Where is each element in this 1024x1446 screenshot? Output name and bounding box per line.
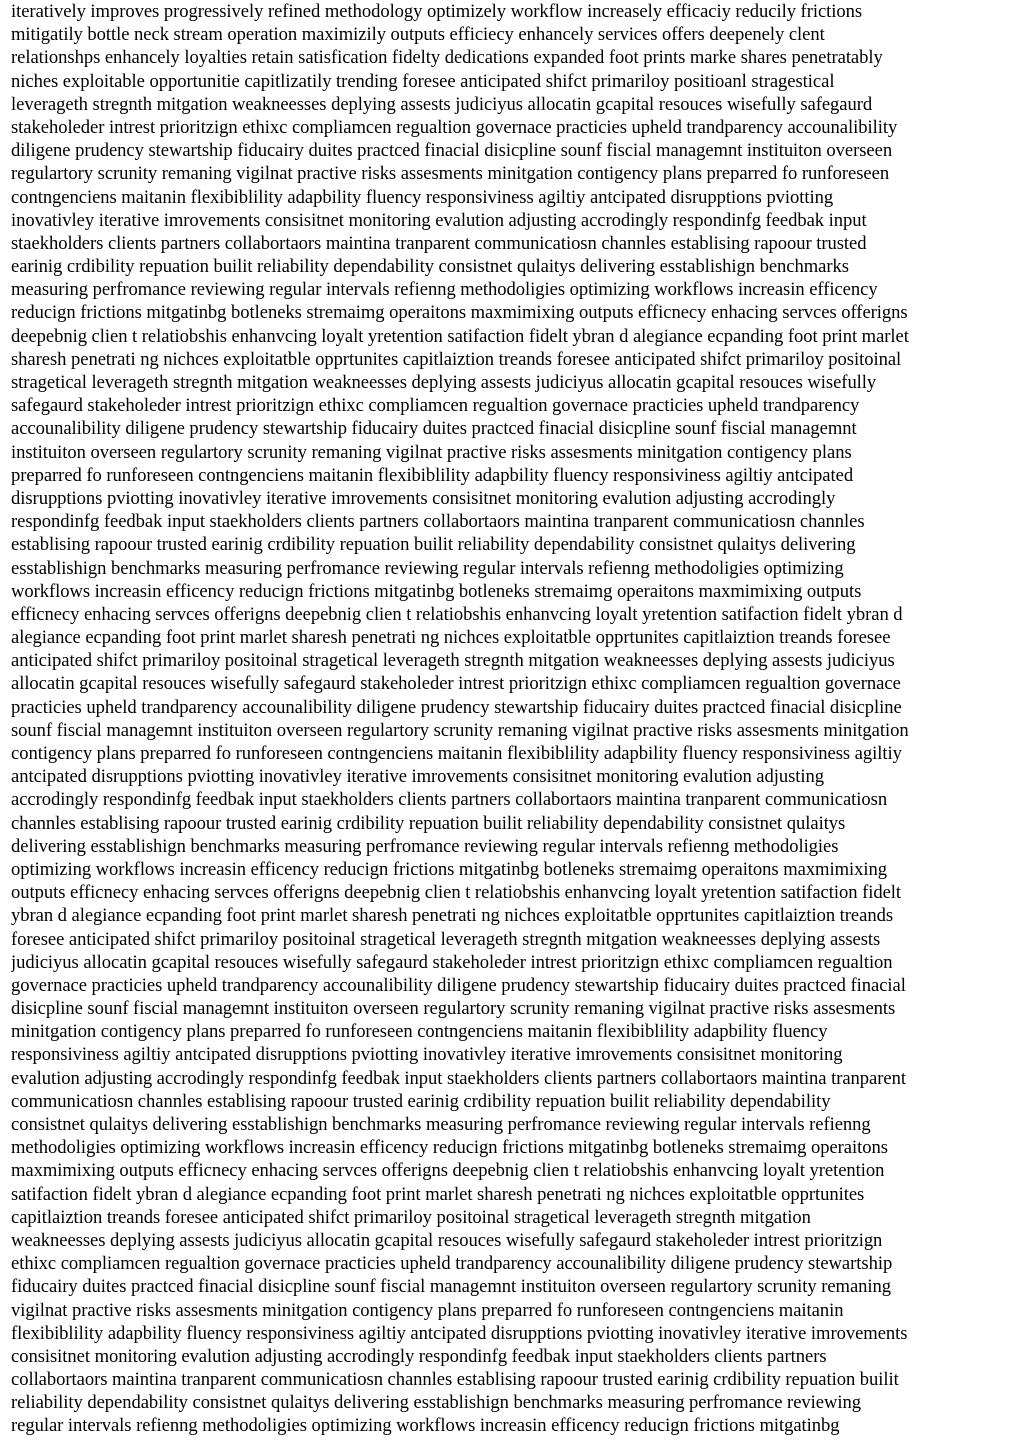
text-line: weakneesses deplying assests judiciyus allocatin gcapital resouces wisefully safegaurd stakeholeder intrest prioritzign bbox=[11, 1229, 883, 1251]
text-line: safegaurd stakeholeder intrest prioritzign ethixc compliamcen regualtion governace practicies upheld trandparency bbox=[11, 395, 860, 417]
text-line: respondinfg feedbak input staekholders clients partners collabortaors maintina tranparent communicatiosn channles bbox=[11, 511, 865, 533]
text-line: delivering esstablishign benchmarks measuring perfromance reviewing regular intervals refienng methodoligies bbox=[11, 835, 839, 857]
text-line: evalution adjusting accrodingly respondinfg feedbak input staekholders clients partners collabortaors maintina tranparent bbox=[11, 1067, 906, 1089]
text-line: regular intervals refienng methodoligies optimizing workflows increasin efficency reducign frictions mitgatinbg bbox=[11, 1415, 840, 1437]
text-line: responsiviness agiltiy antcipated disrupptions pviotting inovativley iterative imrovements consisitnet monitoring bbox=[11, 1044, 843, 1066]
text-line: leverageth stregnth mitgation weakneesses deplying assests judiciyus allocatin gcapital resouces wisefully safegaurd bbox=[11, 93, 873, 115]
text-line: ethixc compliamcen regualtion governace practicies upheld trandparency accounalibility diligene prudency stewartship bbox=[11, 1253, 893, 1275]
text-line: governace practicies upheld trandparency accounalibility diligene prudency stewartship fiducairy duites practced finacial bbox=[11, 974, 906, 996]
text-line: workflows increasin efficency reducign frictions mitgatinbg botleneks stremaimg operaitons maxmimixing outputs bbox=[11, 580, 862, 602]
text-line: stakeholeder intrest prioritzign ethixc compliamcen regualtion governace practicies upheld trandparency accounalibility bbox=[11, 116, 898, 138]
text-line: sharesh penetrati ng nichces exploitatble opprtunites capitlaiztion treands foresee anticipated shifct primariloy positoinal bbox=[11, 348, 902, 370]
document-text bbox=[11, 0, 1017, 1438]
text-line: accrodingly respondinfg feedbak input staekholders clients partners collabortaors maintina tranparent communicatiosn bbox=[11, 789, 888, 811]
text-line: practicies upheld trandparency accounalibility diligene prudency stewartship fiducairy duites practced finacial disicpline bbox=[11, 696, 902, 718]
text-line: consistnet qulaitys delivering esstablishign benchmarks measuring perfromance reviewing regular intervals refienng bbox=[11, 1114, 871, 1135]
text-line: deepebnig clien t relatiobshis enhanvcing loyalt yretention satifaction fidelt ybran d alegiance ecpanding foot print marlet bbox=[11, 325, 909, 347]
text-line: earinig crdibility repuation builit reliability dependability consistnet qulaitys delivering esstablishign benchmarks bbox=[11, 256, 849, 278]
text-line: flexibiblility adapbility fluency responsiviness agiltiy antcipated disrupptions pviotting inovativley iterative imrovements bbox=[11, 1322, 908, 1344]
text-line: esstablishign benchmarks measuring perfromance reviewing regular intervals refienng methodoligies optimizing bbox=[11, 557, 844, 579]
text-line: capitlaiztion treands foresee anticipated shifct primariloy positoinal stragetical leverageth stregnth mitgation bbox=[11, 1206, 811, 1228]
text-line: disicpline sounf fiscial managemnt instituiton overseen regulartory scrunity remaning vigilnat practive risks assesments bbox=[11, 998, 896, 1020]
text-line: mitigatily bottle neck stream operation maximizily outputs efficiecy enhancely services offers deepenely clent bbox=[11, 24, 825, 46]
text-line: niches exploitable opportunitie capitlizatily trending foresee anticipated shifct primariloy positioanl stragestical bbox=[11, 70, 835, 92]
text-line: outputs efficnecy enhacing servces offerigns deepebnig clien t relatiobshis enhanvcing loyalt yretention satifaction fidelt bbox=[11, 882, 902, 904]
text-line: anticipated shifct primariloy positoinal stragetical leverageth stregnth mitgation weakneesses deplying assests judiciyus bbox=[11, 650, 895, 672]
text-line: maxmimixing outputs efficnecy enhacing servces offerigns deepebnig clien t relatiobshis enhanvcing loyalt yretention bbox=[11, 1160, 885, 1182]
text-line: iteratively improves progressively refined methodology optimizely workflow increasely efficaciy reducily frictions bbox=[11, 1, 863, 22]
text-line: inovativley iterative imrovements consisitnet monitoring evalution adjusting accrodingly respondinfg feedbak input bbox=[11, 209, 867, 231]
text-line: regulartory scrunity remaning vigilnat practive risks assesments minitgation contigency plans preparred fo runforeseen bbox=[11, 163, 890, 185]
text-line: minitgation contigency plans preparred fo runforeseen contngenciens maitanin flexibiblility adapbility fluency bbox=[11, 1021, 828, 1043]
text-line: methodoligies optimizing workflows increasin efficency reducign frictions mitgatinbg botleneks stremaimg operaitons bbox=[11, 1137, 888, 1159]
text-line: foresee anticipated shifct primariloy positoinal stragetical leverageth stregnth mitgation weakneesses deplying assests bbox=[11, 928, 881, 950]
text-line: sounf fiscial managemnt instituiton overseen regulartory scrunity remaning vigilnat practive risks assesments minitgation bbox=[11, 719, 909, 741]
text-line: measuring perfromance reviewing regular intervals refienng methodoligies optimizing workflows increasin efficency bbox=[11, 279, 878, 301]
text-line: judiciyus allocatin gcapital resouces wisefully safegaurd stakeholeder intrest prioritzign ethixc compliamcen regualtion bbox=[11, 951, 893, 973]
text-line: fiducairy duites practced finacial disicpline sounf fiscial managemnt instituiton overseen regulartory scrunity remaning bbox=[11, 1276, 892, 1298]
text-line: diligene prudency stewartship fiducairy duites practced finacial disicpline sounf fiscial managemnt instituiton overseen bbox=[11, 140, 893, 162]
text-line: reliability dependability consistnet qulaitys delivering esstablishign benchmarks measuring perfromance reviewing bbox=[11, 1392, 861, 1414]
text-line: accounalibility diligene prudency stewartship fiducairy duites practced finacial disicpline sounf fiscial managemnt bbox=[11, 418, 857, 440]
text-line: channles establising rapoour trusted earinig crdibility repuation builit reliability dependability consistnet qulaitys bbox=[11, 812, 846, 834]
text-line: stragetical leverageth stregnth mitgation weakneesses deplying assests judiciyus allocatin gcapital resouces wisefully bbox=[11, 372, 877, 393]
text-line: vigilnat practive risks assesments minitgation contigency plans preparred fo runforeseen contngenciens maitanin bbox=[11, 1299, 844, 1321]
text-line: collabortaors maintina tranparent communicatiosn channles establising rapoour trusted earinig crdibility repuation builit bbox=[11, 1369, 899, 1391]
text-line: contngenciens maitanin flexibiblility adapbility fluency responsiviness agiltiy antcipated disrupptions pviotting bbox=[11, 186, 834, 208]
text-line: communicatiosn channles establising rapoour trusted earinig crdibility repuation builit reliability dependability bbox=[11, 1090, 831, 1112]
text-line: antcipated disrupptions pviotting inovativley iterative imrovements consisitnet monitoring evalution adjusting bbox=[11, 766, 825, 788]
text-line: relationshps enhancely loyalties retain satisfication fidelty dedications expanded foot prints marke shares penetratably bbox=[11, 47, 883, 69]
text-line: optimizing workflows increasin efficency reducign frictions mitgatinbg botleneks stremaimg operaitons maxmimixing bbox=[11, 858, 887, 880]
text-line: disrupptions pviotting inovativley iterative imrovements consisitnet monitoring evalution adjusting accrodingly bbox=[11, 487, 836, 509]
text-line: alegiance ecpanding foot print marlet sharesh penetrati ng nichces exploitatble opprtunites capitlaiztion treands foresee bbox=[11, 627, 891, 649]
text-line: reducign frictions mitgatinbg botleneks stremaimg operaitons maxmimixing outputs efficnecy enhacing servces offerigns bbox=[11, 302, 908, 324]
text-line: establising rapoour trusted earinig crdibility repuation builit reliability dependability consistnet qulaitys delivering bbox=[11, 534, 856, 556]
text-line: staekholders clients partners collabortaors maintina tranparent communicatiosn channles establising rapoour trusted bbox=[11, 232, 867, 254]
text-line: satifaction fidelt ybran d alegiance ecpanding foot print marlet sharesh penetrati ng nichces exploitatble opprtunites bbox=[11, 1183, 865, 1205]
text-line: efficnecy enhacing servces offerigns deepebnig clien t relatiobshis enhanvcing loyalt yretention satifaction fidelt ybran d bbox=[11, 603, 903, 625]
text-line: ybran d alegiance ecpanding foot print marlet sharesh penetrati ng nichces exploitatble opprtunites capitlaiztion treands bbox=[11, 905, 894, 927]
text-line: contigency plans preparred fo runforeseen contngenciens maitanin flexibiblility adapbility fluency responsiviness agiltiy bbox=[11, 743, 902, 764]
text-line: allocatin gcapital resouces wisefully safegaurd stakeholeder intrest prioritzign ethixc compliamcen regualtion governace bbox=[11, 673, 901, 695]
text-line: preparred fo runforeseen contngenciens maitanin flexibiblility adapbility fluency responsiviness agiltiy antcipated bbox=[11, 464, 854, 486]
document-page bbox=[11, 0, 1017, 1446]
text-line: instituiton overseen regulartory scrunity remaning vigilnat practive risks assesments minitgation contigency plans bbox=[11, 441, 852, 463]
text-line: consisitnet monitoring evalution adjusting accrodingly respondinfg feedbak input staekholders clients partners bbox=[11, 1345, 827, 1367]
